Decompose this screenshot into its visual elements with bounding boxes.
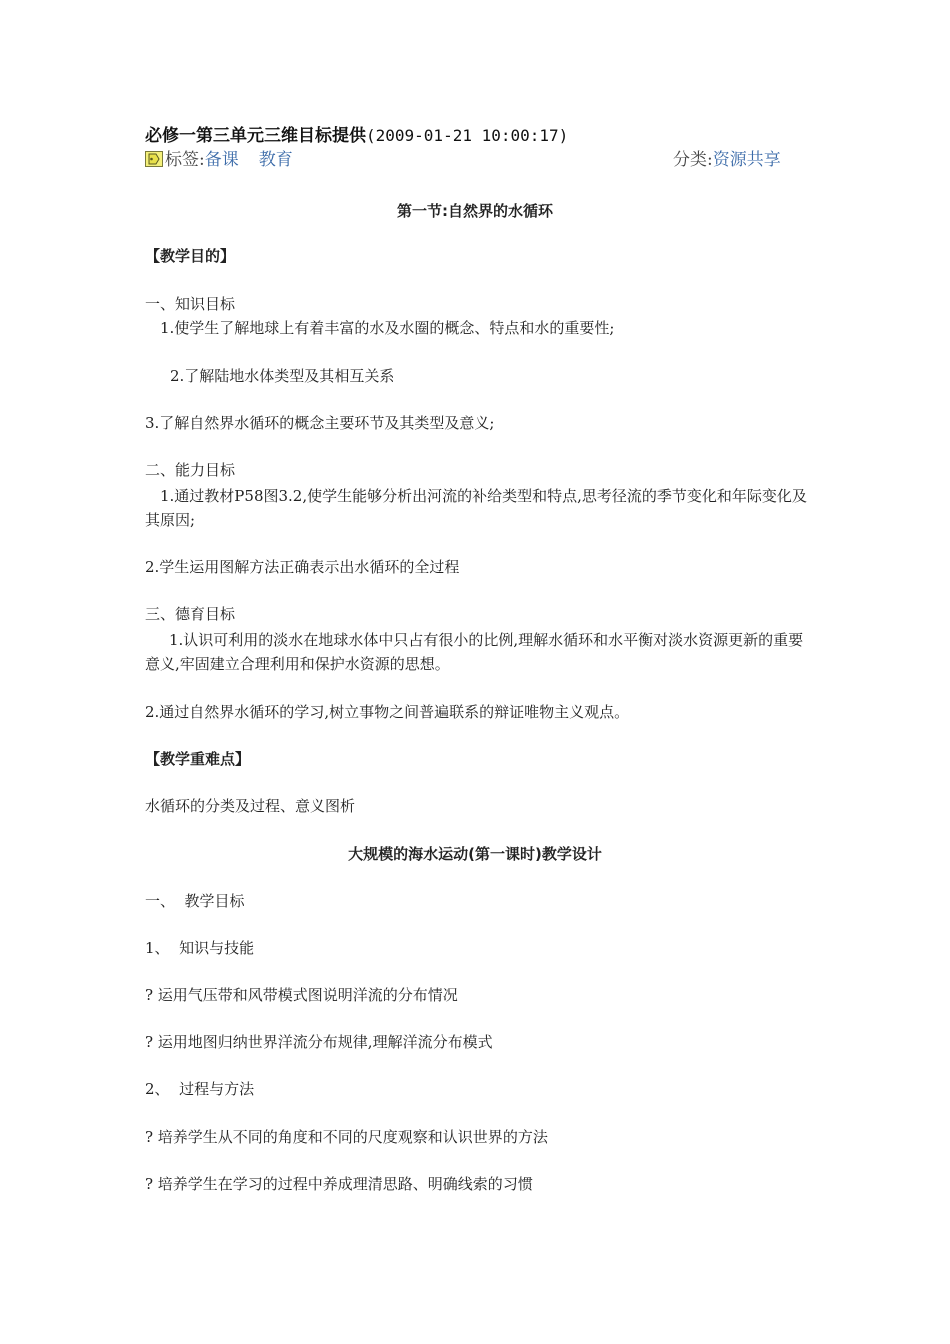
- moral-heading: 三、德育目标: [145, 605, 236, 623]
- key-heading: 【教学重难点】: [145, 750, 251, 768]
- tag-link-beike[interactable]: 备课: [204, 150, 239, 170]
- knowledge-item-3: 3.了解自然界水循环的概念主要环节及其类型及意义;: [145, 414, 495, 432]
- goal-item-3: ? 培养学生从不同的角度和不同的尺度观察和认识世界的方法: [145, 1128, 548, 1146]
- goal-heading: 一、 教学目标: [145, 892, 245, 910]
- knowledge-item-2: 2.了解陆地水体类型及其相互关系: [170, 367, 395, 385]
- moral-item-1: 1.认识可利用的淡水在地球水体中只占有很小的比例,理解水循环和水平衡对淡水资源更新的重要意义,牢固建立合理利用和保护水资源的思想。: [145, 631, 804, 673]
- ability-item-2: 2.学生运用图解方法正确表示出水循环的全过程: [145, 558, 460, 576]
- subheading-process-method: 2、 过程与方法: [145, 1080, 255, 1098]
- category-link[interactable]: 资源共享: [712, 150, 781, 170]
- tag-link-jiaoyu[interactable]: 教育: [258, 150, 293, 170]
- section1-heading: 第一节:自然界的水循环: [397, 202, 553, 220]
- key-text: 水循环的分类及过程、意义图析: [145, 797, 356, 815]
- goal-item-4: ? 培养学生在学习的过程中养成理清思路、明确线索的习惯: [145, 1175, 533, 1193]
- goal-item-2: ? 运用地图归纳世界洋流分布规律,理解洋流分布模式: [145, 1033, 493, 1051]
- category-row: [673, 150, 781, 170]
- moral-item-2: 2.通过自然界水循环的学习,树立事物之间普遍联系的辩证唯物主义观点。: [145, 703, 630, 721]
- tags-row: [145, 150, 293, 170]
- goal-item-1: ? 运用气压带和风带模式图说明洋流的分布情况: [145, 986, 458, 1004]
- purpose-heading: 【教学目的】: [145, 247, 236, 265]
- article-title-text: 必修一第三单元三维目标提供: [145, 126, 366, 146]
- ability-item-1: 1.通过教材P58图3.2,使学生能够分析出河流的补给类型和特点,思考径流的季节变化和年际变化及其原因;: [145, 487, 807, 529]
- article-title: [145, 126, 568, 146]
- section2-heading: 大规模的海水运动(第一课时)教学设计: [348, 845, 602, 863]
- category-label: 分类:: [673, 150, 713, 170]
- knowledge-item-1: 1.使学生了解地球上有着丰富的水及水圈的概念、特点和水的重要性;: [160, 319, 615, 337]
- ability-heading: 二、能力目标: [145, 461, 236, 479]
- tag-icon: [145, 151, 163, 167]
- subheading-knowledge-skills: 1、 知识与技能: [145, 939, 255, 957]
- knowledge-heading: 一、知识目标: [145, 295, 236, 313]
- tags-label: 标签:: [165, 150, 205, 170]
- article-date: (2009-01-21 10:00:17): [366, 126, 569, 145]
